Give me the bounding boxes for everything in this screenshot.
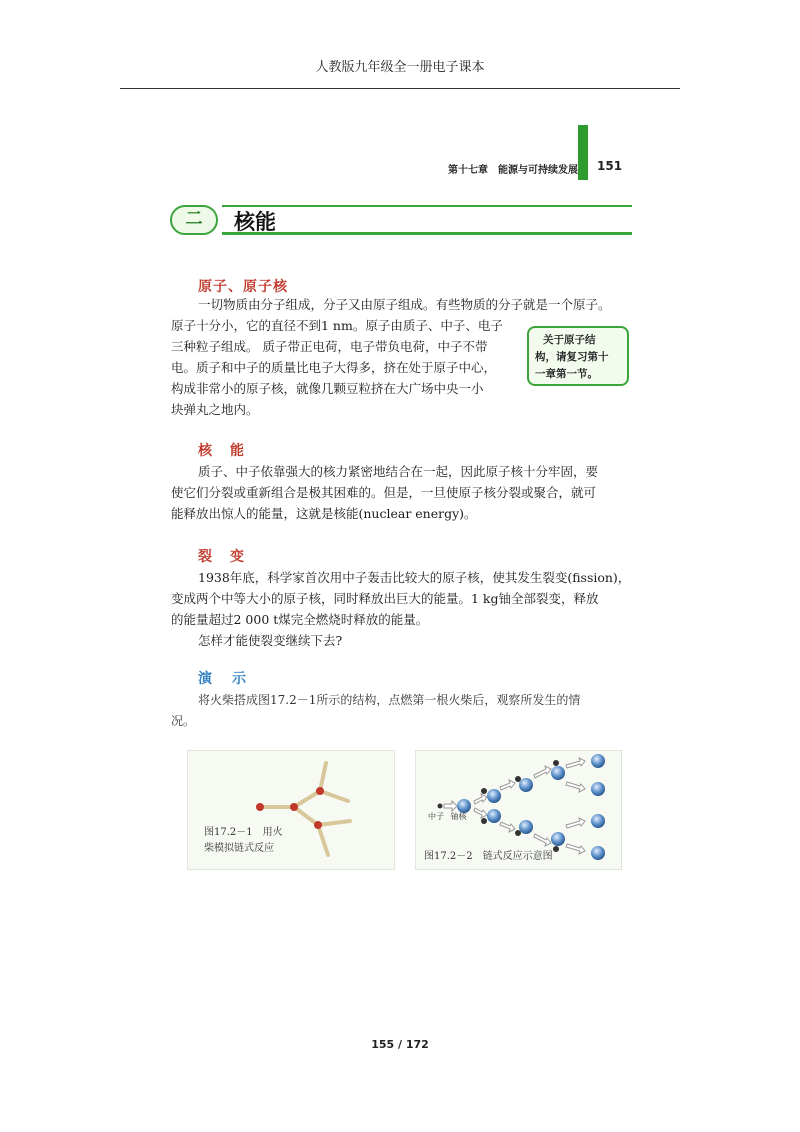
paragraph-energy-line-2: 使它们分裂或重新组合是极其困难的。但是，一旦使原子核分裂或聚合，就可	[171, 485, 597, 500]
paragraph-fission-line-3: 的能量超过2 000 t煤完全燃烧时释放的能量。	[171, 612, 429, 627]
paragraph-fission-line-1: 1938年底，科学家首次用中子轰击比较大的原子核，使其发生裂变(fission)，	[198, 570, 631, 585]
uranium-nucleus	[487, 789, 501, 803]
figure1-caption-line: 图17.2－1 用火	[204, 827, 283, 838]
match-head	[256, 803, 264, 811]
document-header: 人教版九年级全一册电子课本	[315, 60, 485, 75]
fission-fragment	[481, 788, 487, 794]
figure-matchstick-chain	[187, 750, 395, 870]
match-head	[316, 787, 324, 795]
section-number-badge: 二	[170, 205, 218, 235]
fission-fragment	[553, 760, 559, 766]
heading-nuclear-energy: 核 能	[198, 443, 246, 459]
sidenote-line: 关于原子结	[543, 334, 596, 346]
uranium-nucleus	[591, 754, 605, 768]
paragraph-atom-line-6: 块弹丸之地内。	[171, 402, 259, 417]
heading-atom-nucleus: 原子、原子核	[198, 279, 288, 295]
label-neutron: 中子	[428, 812, 444, 821]
paragraph-fission-line-2: 变成两个中等大小的原子核，同时释放出巨大的能量。1 kg铀全部裂变，释放	[171, 591, 599, 606]
figure-chain-reaction	[415, 750, 622, 870]
chapter-marker-bar	[578, 125, 588, 180]
header-divider	[120, 88, 680, 89]
sidenote-line: 构，请复习第十	[535, 351, 609, 363]
heading-fission: 裂 变	[198, 549, 246, 565]
figure1-caption-line: 柴模拟链式反应	[204, 843, 274, 854]
paragraph-energy-line-1: 质子、中子依靠强大的核力紧密地结合在一起，因此原子核十分牢固，要	[198, 464, 599, 479]
uranium-nucleus	[551, 832, 565, 846]
heading-demo: 演 示	[198, 671, 249, 687]
textbook-page-number: 151	[597, 159, 623, 173]
fission-fragment	[515, 776, 521, 782]
label-uranium-nucleus: 铀核	[450, 812, 467, 821]
uranium-nucleus	[519, 820, 533, 834]
section-rule-top	[222, 205, 632, 207]
figure2-caption: 图17.2－2 链式反应示意图	[424, 851, 553, 862]
uranium-nucleus	[551, 766, 565, 780]
paragraph-atom-line-5: 构成非常小的原子核，就像几颗豆粒挤在大广场中央一小	[171, 381, 484, 396]
uranium-nucleus	[591, 782, 605, 796]
page-counter: 155 / 172	[371, 1038, 429, 1051]
paragraph-atom-line-1: 一切物质由分子组成，分子又由原子组成。有些物质的分子就是一个原子。	[198, 297, 611, 312]
demo-text-line-1: 将火柴搭成图17.2－1所示的结构，点燃第一根火柴后，观察所发生的情	[198, 693, 581, 707]
paragraph-atom-line-2: 原子十分小，它的直径不到1 nm。原子由质子、中子、电子	[171, 318, 503, 333]
sidenote-line: 一章第一节。	[535, 368, 598, 380]
paragraph-atom-line-3: 三种粒子组成。 质子带正电荷，电子带负电荷，中子不带	[171, 339, 488, 354]
section-title: 核能	[234, 210, 276, 234]
uranium-nucleus	[487, 809, 501, 823]
section-rule-bottom	[222, 232, 632, 235]
neutron	[438, 804, 443, 809]
uranium-nucleus	[519, 778, 533, 792]
fission-fragment	[553, 846, 559, 852]
paragraph-atom-line-4: 电。质子和中子的质量比电子大得多，挤在处于原子中心，	[171, 360, 497, 375]
fission-fragment	[515, 830, 521, 836]
uranium-nucleus	[591, 846, 605, 860]
uranium-nucleus	[591, 814, 605, 828]
match-head	[314, 821, 322, 829]
paragraph-energy-line-3: 能释放出惊人的能量，这就是核能(nuclear energy)。	[171, 506, 477, 521]
sidenote-box	[527, 326, 629, 386]
demo-text-line-2: 况。	[171, 714, 196, 728]
fission-fragment	[481, 818, 487, 824]
chapter-title: 第十七章 能源与可持续发展	[448, 165, 578, 176]
paragraph-fission-question: 怎样才能使裂变继续下去?	[198, 633, 343, 648]
match-head	[290, 803, 298, 811]
